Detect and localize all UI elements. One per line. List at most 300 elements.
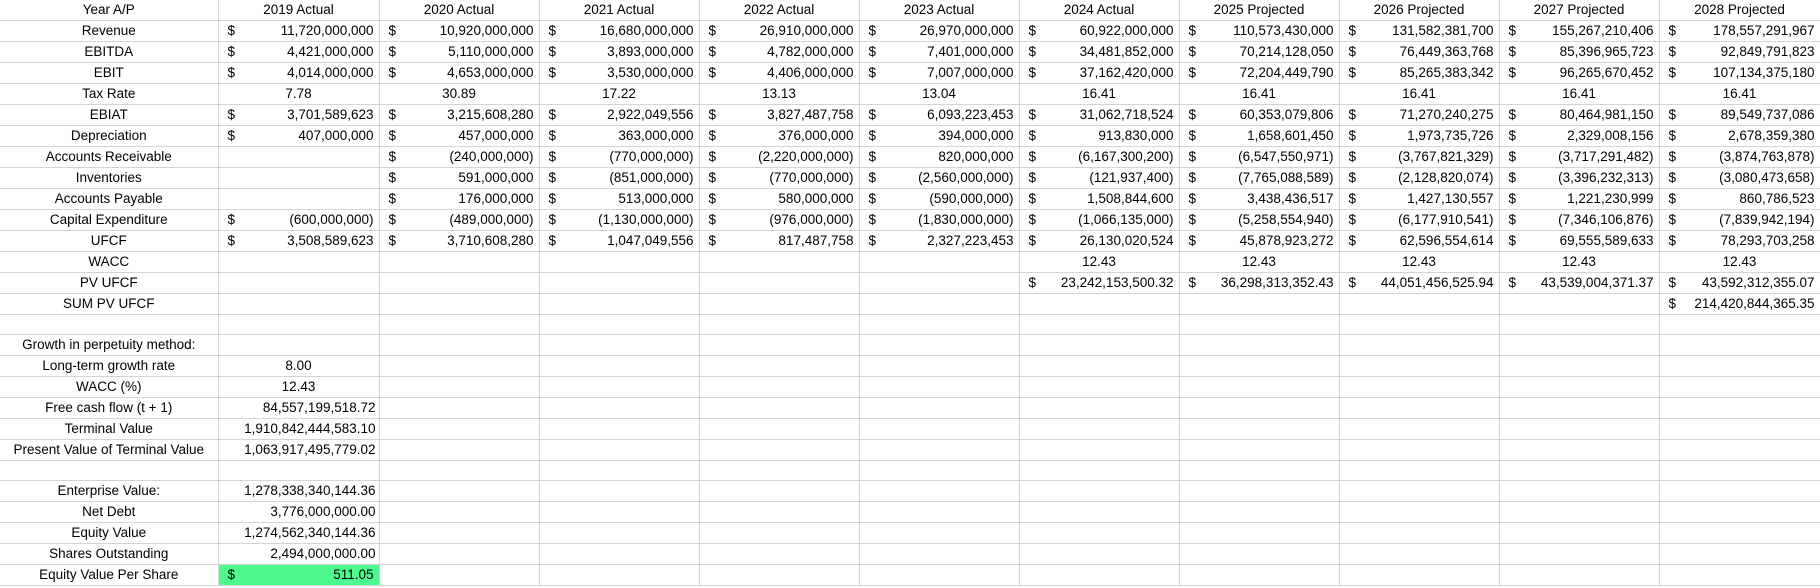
year-header-cell[interactable]: [699, 0, 859, 21]
empty-cell[interactable]: [1659, 440, 1820, 461]
value-cell[interactable]: [218, 84, 379, 105]
empty-cell[interactable]: [699, 377, 859, 398]
value-cell[interactable]: [1659, 168, 1820, 189]
empty-cell[interactable]: [859, 377, 1019, 398]
year-header-cell[interactable]: [379, 0, 539, 21]
empty-cell[interactable]: [379, 544, 539, 565]
summary-value-cell[interactable]: [218, 356, 379, 377]
value-cell[interactable]: [379, 168, 539, 189]
value-cell[interactable]: [539, 294, 699, 315]
value-cell[interactable]: [539, 147, 699, 168]
empty-cell[interactable]: [1019, 440, 1179, 461]
summary-label-cell[interactable]: [0, 398, 218, 419]
value-cell[interactable]: [1019, 252, 1179, 273]
value-cell[interactable]: [539, 84, 699, 105]
value-cell[interactable]: [1179, 147, 1339, 168]
year-header-cell[interactable]: [218, 0, 379, 21]
row-label-cell[interactable]: [0, 42, 218, 63]
value-cell[interactable]: [699, 231, 859, 252]
empty-cell[interactable]: [1019, 419, 1179, 440]
empty-cell[interactable]: [859, 398, 1019, 419]
value-cell[interactable]: [859, 42, 1019, 63]
empty-cell[interactable]: [1339, 440, 1499, 461]
year-header-cell[interactable]: [859, 0, 1019, 21]
empty-cell[interactable]: [699, 335, 859, 356]
empty-cell[interactable]: [699, 461, 859, 481]
value-cell[interactable]: [1179, 189, 1339, 210]
empty-cell[interactable]: [1019, 315, 1179, 335]
value-cell[interactable]: [1179, 126, 1339, 147]
value-cell[interactable]: [379, 273, 539, 294]
value-cell[interactable]: [1179, 252, 1339, 273]
value-cell[interactable]: [859, 231, 1019, 252]
empty-cell[interactable]: [1179, 356, 1339, 377]
summary-value-cell[interactable]: [218, 502, 379, 523]
empty-cell[interactable]: [1339, 335, 1499, 356]
empty-cell[interactable]: [1019, 398, 1179, 419]
summary-label-cell[interactable]: [0, 523, 218, 544]
empty-cell[interactable]: [539, 544, 699, 565]
value-cell[interactable]: [379, 63, 539, 84]
value-cell[interactable]: [699, 273, 859, 294]
value-cell[interactable]: [1179, 105, 1339, 126]
value-cell[interactable]: [218, 126, 379, 147]
empty-cell[interactable]: [1499, 544, 1659, 565]
empty-cell[interactable]: [699, 356, 859, 377]
empty-cell[interactable]: [699, 502, 859, 523]
value-cell[interactable]: [1019, 63, 1179, 84]
empty-cell[interactable]: [699, 565, 859, 586]
value-cell[interactable]: [218, 252, 379, 273]
value-cell[interactable]: [1499, 21, 1659, 42]
value-cell[interactable]: [539, 189, 699, 210]
empty-cell[interactable]: [1499, 377, 1659, 398]
empty-cell[interactable]: [218, 335, 379, 356]
value-cell[interactable]: [1499, 147, 1659, 168]
value-cell[interactable]: [1019, 126, 1179, 147]
value-cell[interactable]: [1019, 189, 1179, 210]
empty-cell[interactable]: [1499, 335, 1659, 356]
value-cell[interactable]: [1179, 168, 1339, 189]
empty-cell[interactable]: [1179, 481, 1339, 502]
row-label-cell[interactable]: [0, 126, 218, 147]
value-cell[interactable]: [699, 84, 859, 105]
empty-cell[interactable]: [699, 544, 859, 565]
empty-cell[interactable]: [379, 398, 539, 419]
summary-label-cell[interactable]: [0, 377, 218, 398]
value-cell[interactable]: [859, 252, 1019, 273]
empty-cell[interactable]: [539, 461, 699, 481]
empty-cell[interactable]: [859, 461, 1019, 481]
value-cell[interactable]: [699, 126, 859, 147]
value-cell[interactable]: [539, 252, 699, 273]
value-cell[interactable]: [1659, 105, 1820, 126]
value-cell[interactable]: [1499, 252, 1659, 273]
year-header-cell[interactable]: [539, 0, 699, 21]
value-cell[interactable]: [1179, 273, 1339, 294]
empty-cell[interactable]: [1019, 502, 1179, 523]
value-cell[interactable]: [1019, 21, 1179, 42]
empty-cell[interactable]: [1659, 419, 1820, 440]
empty-cell[interactable]: [1659, 356, 1820, 377]
value-cell[interactable]: [218, 147, 379, 168]
empty-cell[interactable]: [1339, 461, 1499, 481]
value-cell[interactable]: [218, 168, 379, 189]
empty-cell[interactable]: [859, 356, 1019, 377]
row-label-cell[interactable]: [0, 63, 218, 84]
value-cell[interactable]: [1339, 210, 1499, 231]
value-cell[interactable]: [1659, 147, 1820, 168]
empty-cell[interactable]: [1659, 315, 1820, 335]
row-label-cell[interactable]: [0, 252, 218, 273]
value-cell[interactable]: [1659, 294, 1820, 315]
empty-cell[interactable]: [1019, 544, 1179, 565]
value-cell[interactable]: [859, 84, 1019, 105]
value-cell[interactable]: [1499, 105, 1659, 126]
value-cell[interactable]: [1019, 231, 1179, 252]
value-cell[interactable]: [218, 21, 379, 42]
value-cell[interactable]: [1339, 84, 1499, 105]
value-cell[interactable]: [699, 189, 859, 210]
value-cell[interactable]: [859, 105, 1019, 126]
equity-per-share-cell[interactable]: [218, 565, 379, 586]
value-cell[interactable]: [1019, 84, 1179, 105]
empty-cell[interactable]: [1659, 377, 1820, 398]
value-cell[interactable]: [379, 294, 539, 315]
empty-cell[interactable]: [539, 481, 699, 502]
row-label-cell[interactable]: [0, 21, 218, 42]
empty-cell[interactable]: [539, 377, 699, 398]
value-cell[interactable]: [699, 21, 859, 42]
empty-cell[interactable]: [1179, 377, 1339, 398]
value-cell[interactable]: [1339, 105, 1499, 126]
empty-cell[interactable]: [1339, 481, 1499, 502]
row-label-cell[interactable]: [0, 84, 218, 105]
empty-cell[interactable]: [1019, 377, 1179, 398]
value-cell[interactable]: [379, 105, 539, 126]
value-cell[interactable]: [859, 210, 1019, 231]
empty-cell[interactable]: [1659, 544, 1820, 565]
value-cell[interactable]: [539, 273, 699, 294]
section-title-cell[interactable]: [0, 335, 218, 356]
empty-cell[interactable]: [379, 481, 539, 502]
empty-cell[interactable]: [1339, 398, 1499, 419]
summary-value-cell[interactable]: [218, 523, 379, 544]
empty-cell[interactable]: [1499, 565, 1659, 586]
empty-cell[interactable]: [539, 315, 699, 335]
value-cell[interactable]: [539, 21, 699, 42]
empty-cell[interactable]: [699, 315, 859, 335]
value-cell[interactable]: [539, 105, 699, 126]
empty-cell[interactable]: [1499, 523, 1659, 544]
empty-cell[interactable]: [379, 315, 539, 335]
value-cell[interactable]: [539, 168, 699, 189]
empty-cell[interactable]: [1499, 440, 1659, 461]
value-cell[interactable]: [1019, 42, 1179, 63]
value-cell[interactable]: [859, 168, 1019, 189]
empty-cell[interactable]: [859, 544, 1019, 565]
empty-cell[interactable]: [379, 523, 539, 544]
value-cell[interactable]: [1659, 84, 1820, 105]
empty-cell[interactable]: [1659, 398, 1820, 419]
empty-cell[interactable]: [1499, 315, 1659, 335]
year-header-cell[interactable]: [1179, 0, 1339, 21]
value-cell[interactable]: [379, 42, 539, 63]
row-label-cell[interactable]: [0, 168, 218, 189]
value-cell[interactable]: [379, 231, 539, 252]
value-cell[interactable]: [539, 42, 699, 63]
empty-cell[interactable]: [1179, 440, 1339, 461]
empty-cell[interactable]: [539, 419, 699, 440]
empty-cell[interactable]: [0, 315, 218, 335]
empty-cell[interactable]: [218, 461, 379, 481]
value-cell[interactable]: [1659, 252, 1820, 273]
summary-label-cell[interactable]: [0, 502, 218, 523]
empty-cell[interactable]: [1179, 565, 1339, 586]
summary-value-cell[interactable]: [218, 544, 379, 565]
value-cell[interactable]: [699, 105, 859, 126]
value-cell[interactable]: [1019, 105, 1179, 126]
value-cell[interactable]: [1659, 21, 1820, 42]
value-cell[interactable]: [1179, 21, 1339, 42]
value-cell[interactable]: [1659, 42, 1820, 63]
value-cell[interactable]: [1339, 126, 1499, 147]
empty-cell[interactable]: [1659, 335, 1820, 356]
value-cell[interactable]: [379, 126, 539, 147]
empty-cell[interactable]: [699, 523, 859, 544]
summary-label-cell[interactable]: [0, 481, 218, 502]
value-cell[interactable]: [859, 147, 1019, 168]
empty-cell[interactable]: [699, 419, 859, 440]
summary-value-cell[interactable]: [218, 440, 379, 461]
value-cell[interactable]: [539, 231, 699, 252]
empty-cell[interactable]: [379, 335, 539, 356]
value-cell[interactable]: [1339, 168, 1499, 189]
empty-cell[interactable]: [0, 461, 218, 481]
value-cell[interactable]: [1499, 189, 1659, 210]
empty-cell[interactable]: [1339, 565, 1499, 586]
empty-cell[interactable]: [1659, 523, 1820, 544]
empty-cell[interactable]: [1339, 523, 1499, 544]
value-cell[interactable]: [1179, 84, 1339, 105]
summary-label-cell[interactable]: [0, 419, 218, 440]
row-label-cell[interactable]: [0, 294, 218, 315]
empty-cell[interactable]: [218, 315, 379, 335]
empty-cell[interactable]: [1179, 544, 1339, 565]
empty-cell[interactable]: [1659, 502, 1820, 523]
empty-cell[interactable]: [379, 565, 539, 586]
summary-value-cell[interactable]: [218, 481, 379, 502]
value-cell[interactable]: [1659, 231, 1820, 252]
empty-cell[interactable]: [1339, 419, 1499, 440]
row-label-cell[interactable]: [0, 147, 218, 168]
empty-cell[interactable]: [1499, 398, 1659, 419]
empty-cell[interactable]: [859, 523, 1019, 544]
year-header-cell[interactable]: [1339, 0, 1499, 21]
empty-cell[interactable]: [1499, 419, 1659, 440]
value-cell[interactable]: [1659, 189, 1820, 210]
empty-cell[interactable]: [1179, 419, 1339, 440]
empty-cell[interactable]: [379, 440, 539, 461]
value-cell[interactable]: [1339, 63, 1499, 84]
empty-cell[interactable]: [859, 565, 1019, 586]
empty-cell[interactable]: [859, 335, 1019, 356]
value-cell[interactable]: [699, 42, 859, 63]
value-cell[interactable]: [699, 210, 859, 231]
empty-cell[interactable]: [1499, 356, 1659, 377]
value-cell[interactable]: [1179, 63, 1339, 84]
value-cell[interactable]: [379, 189, 539, 210]
empty-cell[interactable]: [1179, 335, 1339, 356]
empty-cell[interactable]: [859, 419, 1019, 440]
value-cell[interactable]: [859, 273, 1019, 294]
empty-cell[interactable]: [379, 377, 539, 398]
header-label-cell[interactable]: [0, 0, 218, 21]
summary-value-cell[interactable]: [218, 419, 379, 440]
empty-cell[interactable]: [379, 419, 539, 440]
empty-cell[interactable]: [1499, 481, 1659, 502]
summary-value-cell[interactable]: [218, 398, 379, 419]
empty-cell[interactable]: [379, 356, 539, 377]
value-cell[interactable]: [859, 294, 1019, 315]
value-cell[interactable]: [1659, 126, 1820, 147]
empty-cell[interactable]: [379, 502, 539, 523]
value-cell[interactable]: [539, 63, 699, 84]
summary-label-cell[interactable]: [0, 440, 218, 461]
year-header-cell[interactable]: [1499, 0, 1659, 21]
value-cell[interactable]: [218, 42, 379, 63]
value-cell[interactable]: [1019, 147, 1179, 168]
value-cell[interactable]: [379, 21, 539, 42]
value-cell[interactable]: [859, 126, 1019, 147]
empty-cell[interactable]: [699, 481, 859, 502]
row-label-cell[interactable]: [0, 273, 218, 294]
value-cell[interactable]: [1659, 273, 1820, 294]
value-cell[interactable]: [1499, 84, 1659, 105]
empty-cell[interactable]: [1179, 398, 1339, 419]
empty-cell[interactable]: [859, 440, 1019, 461]
value-cell[interactable]: [1339, 273, 1499, 294]
empty-cell[interactable]: [859, 481, 1019, 502]
empty-cell[interactable]: [1179, 523, 1339, 544]
value-cell[interactable]: [699, 63, 859, 84]
value-cell[interactable]: [1339, 189, 1499, 210]
empty-cell[interactable]: [1019, 335, 1179, 356]
value-cell[interactable]: [1499, 168, 1659, 189]
empty-cell[interactable]: [1179, 502, 1339, 523]
value-cell[interactable]: [1339, 294, 1499, 315]
empty-cell[interactable]: [699, 440, 859, 461]
summary-label-cell[interactable]: [0, 356, 218, 377]
value-cell[interactable]: [1659, 63, 1820, 84]
empty-cell[interactable]: [1019, 461, 1179, 481]
empty-cell[interactable]: [1339, 544, 1499, 565]
value-cell[interactable]: [859, 21, 1019, 42]
value-cell[interactable]: [699, 252, 859, 273]
empty-cell[interactable]: [1339, 315, 1499, 335]
value-cell[interactable]: [379, 84, 539, 105]
value-cell[interactable]: [1339, 42, 1499, 63]
empty-cell[interactable]: [539, 565, 699, 586]
value-cell[interactable]: [539, 126, 699, 147]
value-cell[interactable]: [699, 168, 859, 189]
empty-cell[interactable]: [539, 502, 699, 523]
value-cell[interactable]: [1339, 252, 1499, 273]
value-cell[interactable]: [1499, 42, 1659, 63]
value-cell[interactable]: [1499, 294, 1659, 315]
empty-cell[interactable]: [539, 335, 699, 356]
value-cell[interactable]: [1499, 126, 1659, 147]
empty-cell[interactable]: [539, 356, 699, 377]
value-cell[interactable]: [1499, 273, 1659, 294]
value-cell[interactable]: [1179, 294, 1339, 315]
year-header-cell[interactable]: [1019, 0, 1179, 21]
value-cell[interactable]: [218, 105, 379, 126]
value-cell[interactable]: [379, 252, 539, 273]
row-label-cell[interactable]: [0, 189, 218, 210]
value-cell[interactable]: [379, 210, 539, 231]
value-cell[interactable]: [539, 210, 699, 231]
empty-cell[interactable]: [1659, 461, 1820, 481]
empty-cell[interactable]: [1499, 461, 1659, 481]
value-cell[interactable]: [1499, 210, 1659, 231]
value-cell[interactable]: [1019, 294, 1179, 315]
value-cell[interactable]: [1019, 210, 1179, 231]
empty-cell[interactable]: [859, 502, 1019, 523]
value-cell[interactable]: [699, 147, 859, 168]
empty-cell[interactable]: [1659, 565, 1820, 586]
empty-cell[interactable]: [1659, 481, 1820, 502]
summary-value-cell[interactable]: [218, 377, 379, 398]
row-label-cell[interactable]: [0, 231, 218, 252]
value-cell[interactable]: [218, 63, 379, 84]
empty-cell[interactable]: [1019, 523, 1179, 544]
value-cell[interactable]: [1179, 231, 1339, 252]
value-cell[interactable]: [1499, 231, 1659, 252]
empty-cell[interactable]: [699, 398, 859, 419]
empty-cell[interactable]: [1019, 565, 1179, 586]
empty-cell[interactable]: [539, 440, 699, 461]
summary-label-cell[interactable]: [0, 544, 218, 565]
value-cell[interactable]: [699, 294, 859, 315]
empty-cell[interactable]: [1499, 502, 1659, 523]
value-cell[interactable]: [379, 147, 539, 168]
empty-cell[interactable]: [539, 523, 699, 544]
empty-cell[interactable]: [1179, 461, 1339, 481]
value-cell[interactable]: [1339, 21, 1499, 42]
value-cell[interactable]: [1019, 168, 1179, 189]
value-cell[interactable]: [1179, 42, 1339, 63]
row-label-cell[interactable]: [0, 105, 218, 126]
value-cell[interactable]: [1019, 273, 1179, 294]
value-cell[interactable]: [859, 63, 1019, 84]
value-cell[interactable]: [218, 231, 379, 252]
empty-cell[interactable]: [379, 461, 539, 481]
value-cell[interactable]: [1179, 210, 1339, 231]
value-cell[interactable]: [218, 273, 379, 294]
value-cell[interactable]: [218, 210, 379, 231]
value-cell[interactable]: [1339, 231, 1499, 252]
value-cell[interactable]: [1339, 147, 1499, 168]
value-cell[interactable]: [1499, 63, 1659, 84]
value-cell[interactable]: [218, 294, 379, 315]
empty-cell[interactable]: [1019, 481, 1179, 502]
row-label-cell[interactable]: [0, 210, 218, 231]
empty-cell[interactable]: [1339, 377, 1499, 398]
value-cell[interactable]: [218, 189, 379, 210]
empty-cell[interactable]: [539, 398, 699, 419]
summary-label-cell[interactable]: [0, 565, 218, 586]
